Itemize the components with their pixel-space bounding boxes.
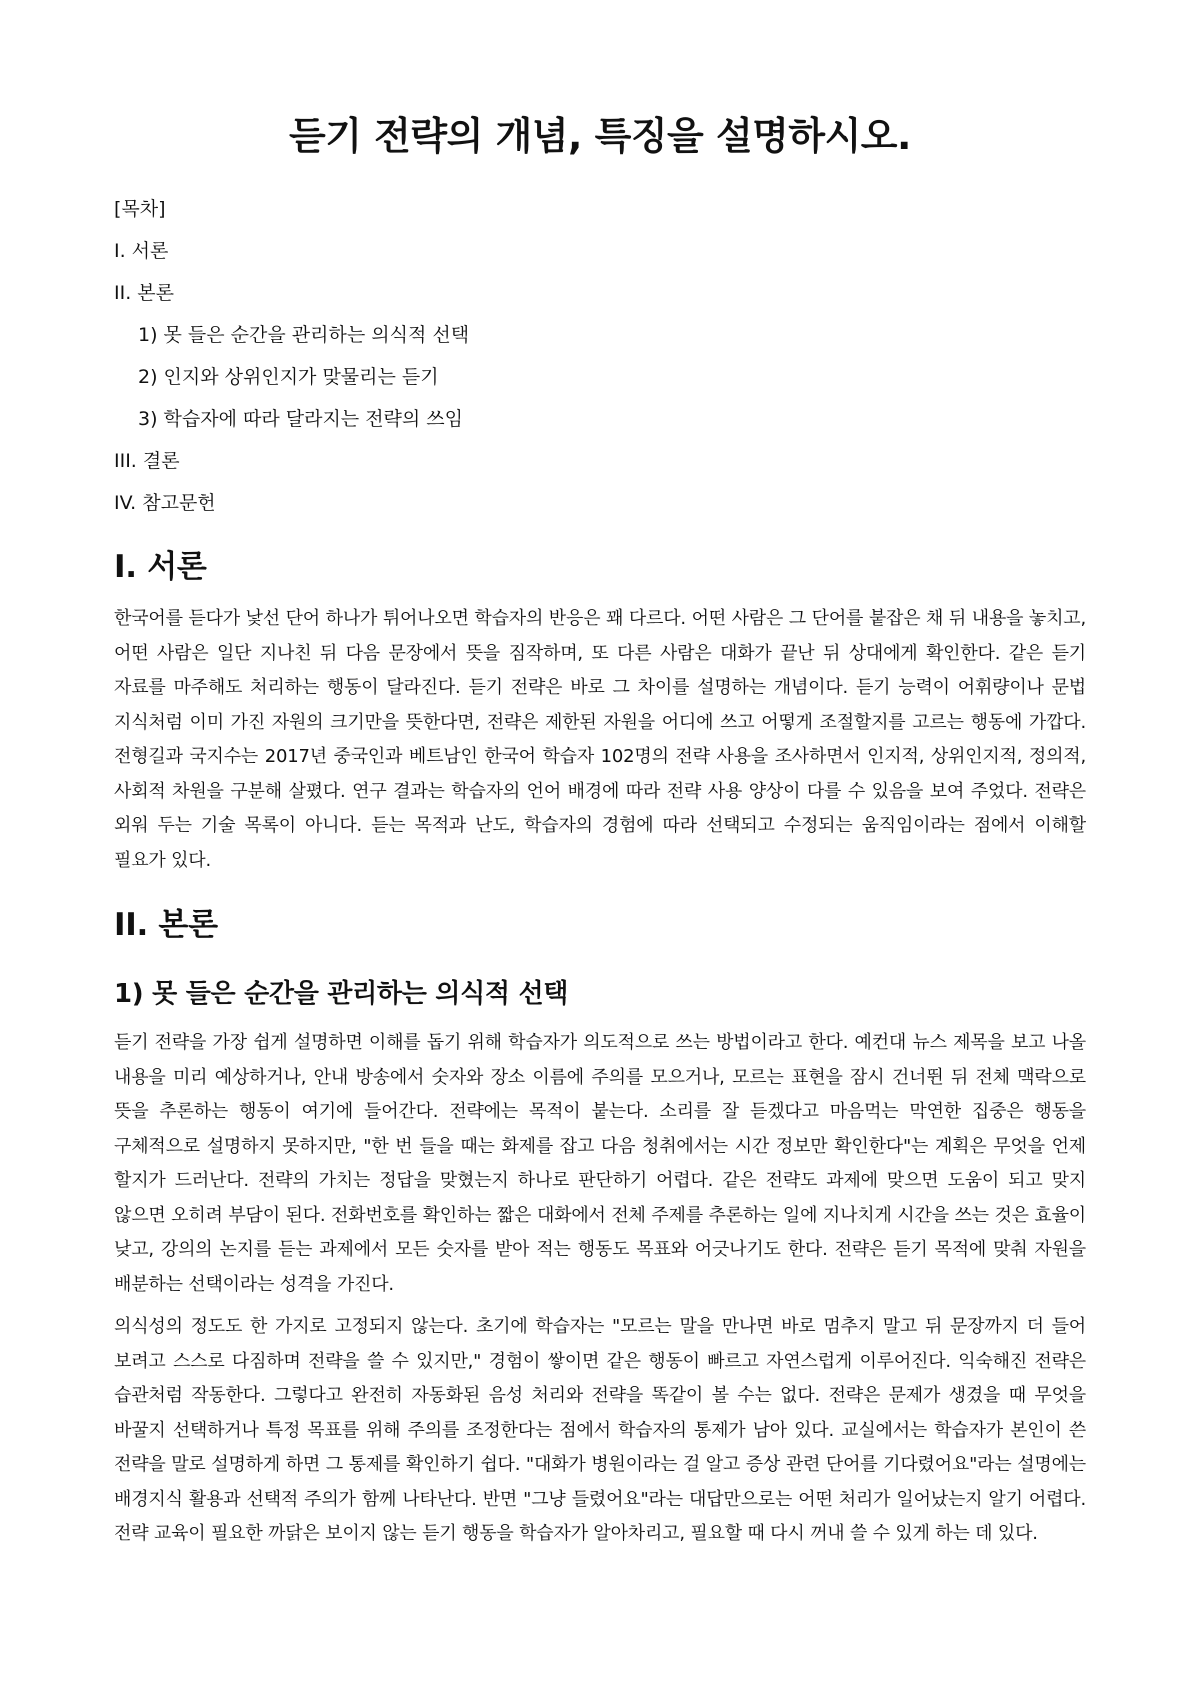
toc-item-body-3: 3) 학습자에 따라 달라지는 전략의 쓰임 <box>138 408 464 430</box>
subsection-1-heading: 1) 못 들은 순간을 관리하는 의식적 선택 <box>114 979 569 1009</box>
body-heading: II. 본론 <box>114 907 218 943</box>
toc-label: [목차] <box>114 198 166 220</box>
toc-item-conclusion: III. 결론 <box>114 450 180 472</box>
toc-item-references: IV. 참고문헌 <box>114 492 216 514</box>
introduction-heading: I. 서론 <box>114 549 207 585</box>
subsection-1-paragraph-2: 의식성의 정도도 한 가지로 고정되지 않는다. 초기에 학습자는 "모르는 말을 만나면 바로 멈추지 말고 뒤 문장까지 더 들어 보려고 스스로 다짐하며 전략을 쓸 수 있지만," 경험이 쌓이면 같은 행동이 빠르고 자연스럽게 이루어진다. 익숙해진 전략은 습관처럼 작동한다. 그렇다고 완전히 자동화된 음성 처리와 전략을 똑같이 볼 수는 없다. 전략은 문제가 생겼을 때 무엇을 바꿀지 선택하거나 특정 목표를 위해 주의를 조정한다는 점에서 학습자의 통제가 남아 있다. 교실에서는 학습자가 본인이 쓴 전략을 말로 설명하게 하면 그 통제를 확인하기 쉽다. "대화가 병원이라는 걸 알고 증상 관련 단어를 기다렸어요"라는 설명에는 배경지식 활용과 선택적 주의가 함께 나타난다. 반면 "그냥 들렸어요"라는 대답만으로는 어떤 처리가 일어났는지 알기 어렵다. 전략 교육이 필요한 까닭은 보이지 않는 듣기 행동을 학습자가 알아차리고, 필요할 때 다시 꺼내 쓸 수 있게 하는 데 있다. <box>114 1316 1086 1544</box>
toc-item-introduction: I. 서론 <box>114 240 169 262</box>
toc-item-body-1: 1) 못 들은 순간을 관리하는 의식적 선택 <box>138 324 470 346</box>
toc-item-body-2: 2) 인지와 상위인지가 맞물리는 듣기 <box>138 366 439 388</box>
subsection-1-paragraph-1: 듣기 전략을 가장 쉽게 설명하면 이해를 돕기 위해 학습자가 의도적으로 쓰는 방법이라고 한다. 예컨대 뉴스 제목을 보고 나올 내용을 미리 예상하거나, 안내 방송에서 숫자와 장소 이름에 주의를 모으거나, 모르는 표현을 잠시 건너뛴 뒤 전체 맥락으로 뜻을 추론하는 행동이 여기에 들어간다. 전략에는 목적이 붙는다. 소리를 잘 듣겠다고 마음먹는 막연한 집중은 행동을 구체적으로 설명하지 못하지만, "한 번 들을 때는 화제를 잡고 다음 청취에서는 시간 정보만 확인한다"는 계획은 무엇을 언제 할지가 드러난다. 전략의 가치는 정답을 맞혔는지 하나로 판단하기 어렵다. 같은 전략도 과제에 맞으면 도움이 되고 맞지 않으면 오히려 부담이 된다. 전화번호를 확인하는 짧은 대화에서 전체 주제를 추론하는 일에 지나치게 시간을 쓰는 것은 효율이 낮고, 강의의 논지를 듣는 과제에서 모든 숫자를 받아 적는 행동도 목표와 어긋나기도 한다. 전략은 듣기 목적에 맞춰 자원을 배분하는 선택이라는 성격을 가진다. <box>114 1032 1086 1295</box>
document-title: 듣기 전략의 개념, 특징을 설명하시오. <box>289 114 911 158</box>
introduction-paragraph: 한국어를 듣다가 낯선 단어 하나가 튀어나오면 학습자의 반응은 꽤 다르다. 어떤 사람은 그 단어를 붙잡은 채 뒤 내용을 놓치고, 어떤 사람은 일단 지나친 뒤 다음 문장에서 뜻을 짐작하며, 또 다른 사람은 대화가 끝난 뒤 상대에게 확인한다. 같은 듣기 자료를 마주해도 처리하는 행동이 달라진다. 듣기 전략은 바로 그 차이를 설명하는 개념이다. 듣기 능력이 어휘량이나 문법 지식처럼 이미 가진 자원의 크기만을 뜻한다면, 전략은 제한된 자원을 어디에 쓰고 어떻게 조절할지를 고르는 행동에 가깝다. 전형길과 국지수는 2017년 중국인과 베트남인 한국어 학습자 102명의 전략 사용을 조사하면서 인지적, 상위인지적, 정의적, 사회적 차원을 구분해 살폈다. 연구 결과는 학습자의 언어 배경에 따라 전략 사용 양상이 다를 수 있음을 보여 주었다. 전략은 외워 두는 기술 목록이 아니다. 듣는 목적과 난도, 학습자의 경험에 따라 선택되고 수정되는 움직임이라는 점에서 이해할 필요가 있다. <box>114 608 1086 871</box>
table-of-contents <box>114 188 1086 524</box>
toc-item-body: II. 본론 <box>114 282 174 304</box>
